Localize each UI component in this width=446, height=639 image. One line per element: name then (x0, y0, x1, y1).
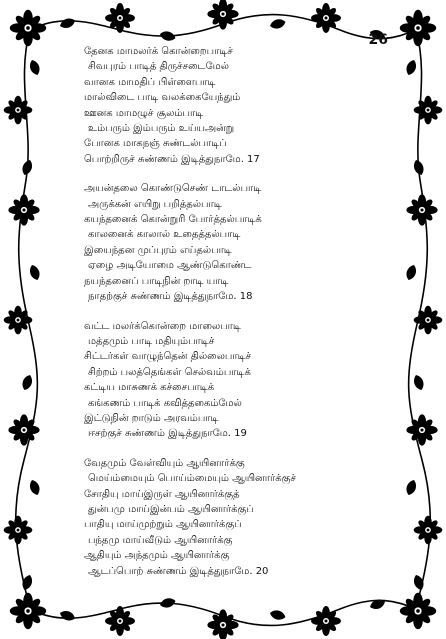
stanza-19 (84, 319, 364, 442)
verse-line: அருக்கன் எயிறு பறித்தல்பாடி (88, 198, 222, 210)
verse-line: ஏழை அடியோமை ஆண்டுகொண்ட (88, 260, 252, 272)
verse-line: நாதற்குச் சுண்ணம் இடித்துநாமே. 18 (88, 291, 253, 303)
verse-line: பாதியு மாய்முற்றும் ஆயினார்க்குப் (84, 519, 242, 531)
verse-line: சிவபுரம் பாடித் திருச்சடைமேல் (88, 61, 229, 73)
verse-line: துன்பமு மாய்இன்பம் ஆயினார்க்குப் (88, 503, 254, 515)
verse-line: வேதமும் வேள்வியும் ஆயினார்க்கு (84, 457, 245, 469)
verse-line: மெய்ம்மையும் பொய்ம்மையும் ஆயினார்க்குச் (88, 473, 296, 485)
verse-line: பொற்றிருச் சுண்ணம் இடித்துநாமே. 17 (84, 153, 260, 165)
verse-line: காலனைக் காலால் உதைத்தல்பாடி (88, 229, 241, 241)
verse-line: ஊனக மாமழுச் சூலம்பாடி (84, 107, 204, 119)
poem-body (84, 44, 364, 593)
stanza-18 (84, 181, 364, 304)
verse-line: இட்டுநின் றாடும் அரவம்பாடி (84, 412, 219, 424)
verse-line: மத்தமும் பாடி மதியும்பாடிச் (88, 335, 215, 347)
stanza-20 (84, 456, 364, 579)
verse-line: ஆடப்பொற் சுண்ணம் இடித்துநாமே. 20 (88, 565, 269, 577)
verse-line: ஆதியும் அந்தமும் ஆயினார்க்கு (84, 550, 230, 562)
verse-line: சோதியு மாய்இருள் ஆயினார்க்குத் (84, 488, 240, 500)
verse-line: உம்பரும் இம்பரும் உய்யஅன்று (88, 123, 235, 135)
verse-line: ஈசற்குச் சுண்ணம் இடித்துநாமே. 19 (88, 428, 247, 440)
verse-line: சிற்றம் பலத்தெங்கள் செல்வம்பாடிக் (88, 366, 251, 378)
verse-line: தேனக மாமலர்க் கொன்றைபாடிச் (84, 46, 233, 57)
verse-line: மால்விடை பாடி வலக்கையேந்தும் (84, 92, 241, 104)
verse-line: கயந்தனைக் கொன்றுரி போர்த்தல்பாடிக் (84, 214, 262, 226)
page-number: 26 (368, 32, 388, 48)
verse-line: இயைந்தன முப்புரம் எய்தல்பாடி (84, 244, 232, 256)
verse-line: கட்டிய மாசுணக் கச்சைபாடிக் (84, 382, 215, 394)
verse-line: அயன்தலை கொண்டுசெண் டாடல்பாடி (84, 183, 262, 195)
verse-line: வானக மாமதிப் பிள்ளைபாடி (84, 76, 216, 88)
verse-line: வட்ட மலர்க்கொன்றை மாலைபாடி (84, 320, 241, 332)
verse-line: நயந்தனைப் பாடிநின் றாடி யாடி (84, 275, 229, 287)
verse-line: கங்கணம் பாடிக் கவித்தகைம்மேல் (88, 397, 242, 409)
verse-line: சிட்டர்கள் வாழுந்தென் தில்லைபாடிச் (84, 351, 252, 363)
verse-line: போனக மாகநஞ் சுண்டல்பாடிப் (84, 138, 227, 150)
verse-line: பந்தமு மாய்வீடும் ஆயினார்க்கு (88, 534, 233, 546)
stanza-17 (84, 44, 364, 167)
